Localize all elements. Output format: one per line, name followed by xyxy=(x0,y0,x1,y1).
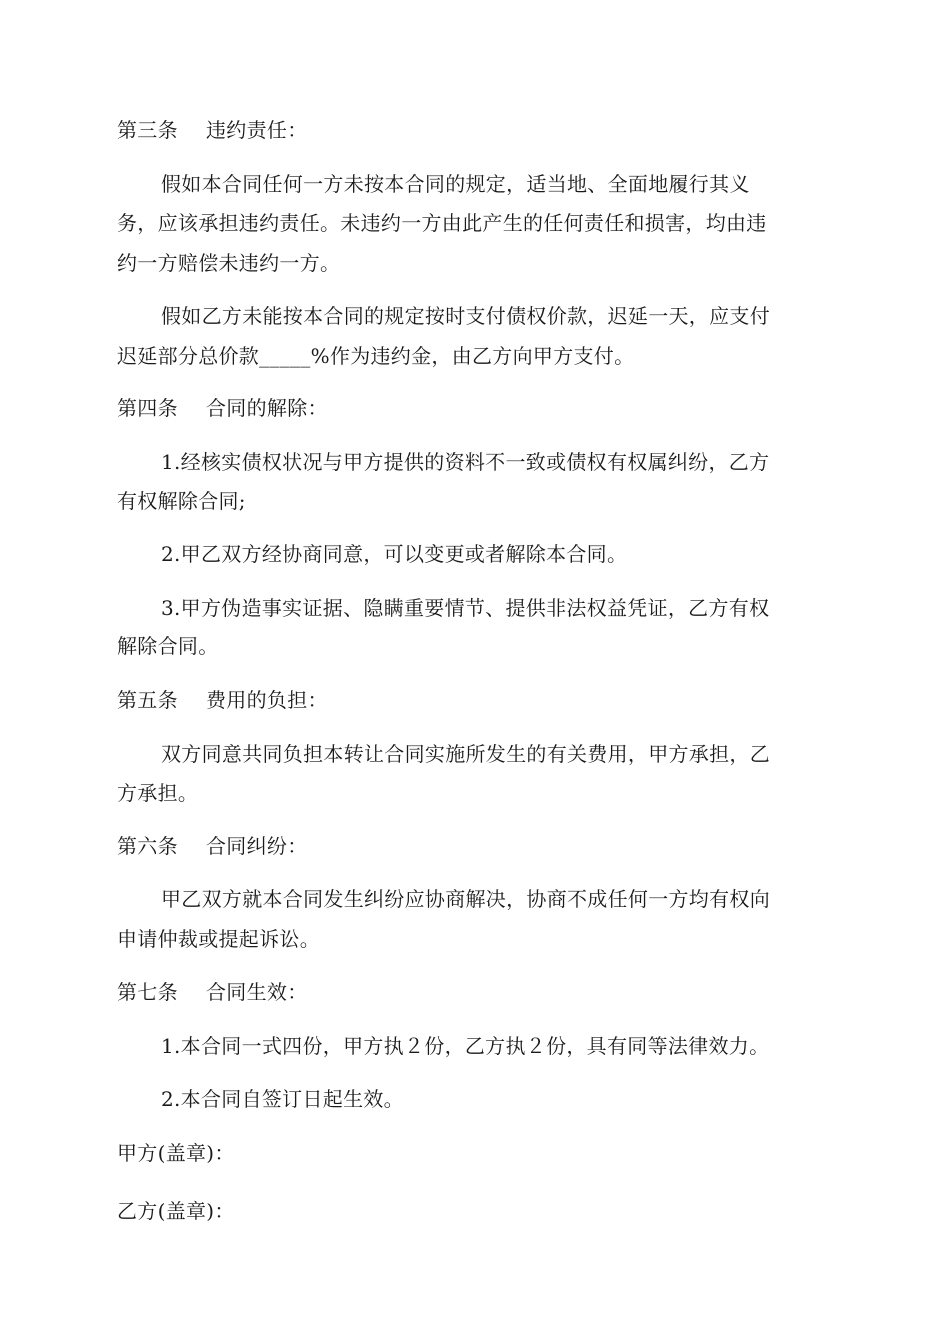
party-b-seal-label: 乙方(盖章)： xyxy=(117,1199,235,1223)
article-7-heading xyxy=(117,978,837,1006)
article-3-para-2-line-2: 迟延部分总价款_____%作为违约金，由乙方向甲方支付。 xyxy=(117,344,635,368)
article-4-item-1-line-1: 1.经核实债权状况与甲方提供的资料不一致或债权有权属纠纷，乙方 xyxy=(161,450,770,474)
article-3-title: 违约责任： xyxy=(206,118,308,142)
article-6-title: 合同纠纷： xyxy=(206,834,308,858)
party-a-seal-label: 甲方(盖章)： xyxy=(117,1141,235,1165)
article-4-item-1-line-2: 有权解除合同; xyxy=(117,489,246,513)
article-3-para-2-line-1: 假如乙方未能按本合同的规定按时支付债权价款，迟延一天，应支付 xyxy=(161,304,770,328)
article-6-para-line-2: 申请仲裁或提起诉讼。 xyxy=(117,927,320,951)
article-6-para-line-1: 甲乙双方就本合同发生纠纷应协商解决，协商不成任何一方均有权向 xyxy=(161,887,770,911)
article-4-item-3-line-2: 解除合同。 xyxy=(117,634,219,658)
article-4-item-2: 2.甲乙双方经协商同意，可以变更或者解除本合同。 xyxy=(161,542,628,566)
article-7-item-1: 1.本合同一式四份，甲方执２份，乙方执２份，具有同等法律效力。 xyxy=(161,1034,770,1058)
article-5-para-line-1: 双方同意共同负担本转让合同实施所发生的有关费用，甲方承担，乙 xyxy=(161,742,770,766)
article-6-number: 第六条 xyxy=(117,834,178,858)
article-3-number: 第三条 xyxy=(117,118,178,142)
article-4-heading xyxy=(117,394,837,422)
article-3-para-1-line-2: 务，应该承担违约责任。未违约一方由此产生的任何责任和损害，均由违 xyxy=(117,211,767,235)
article-6-heading xyxy=(117,832,837,860)
article-5-number: 第五条 xyxy=(117,688,178,712)
article-5-heading xyxy=(117,686,837,714)
article-4-item-3-line-1: 3.甲方伪造事实证据、隐瞒重要情节、提供非法权益凭证，乙方有权 xyxy=(161,596,770,620)
article-5-title: 费用的负担： xyxy=(206,688,328,712)
article-4-number: 第四条 xyxy=(117,396,178,420)
article-3-heading xyxy=(117,116,837,144)
article-3-para-1-line-3: 约一方赔偿未违约一方。 xyxy=(117,251,341,275)
article-7-title: 合同生效： xyxy=(206,980,308,1004)
article-3-para-1-line-1: 假如本合同任何一方未按本合同的规定，适当地、全面地履行其义 xyxy=(161,172,750,196)
article-7-item-2: 2.本合同自签订日起生效。 xyxy=(161,1087,404,1111)
article-7-number: 第七条 xyxy=(117,980,178,1004)
article-5-para-line-2: 方承担。 xyxy=(117,781,199,805)
article-4-title: 合同的解除： xyxy=(206,396,328,420)
